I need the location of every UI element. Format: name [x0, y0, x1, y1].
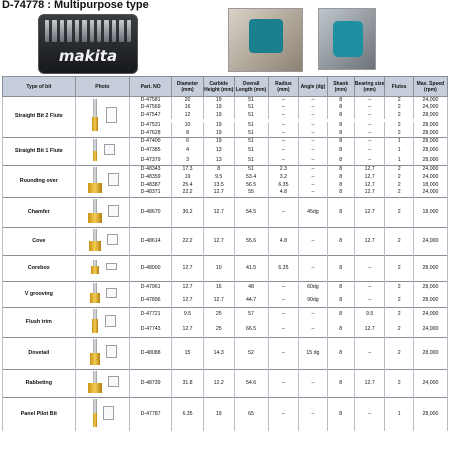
- spec-value: –: [299, 181, 327, 189]
- spec-value: –: [354, 337, 385, 369]
- spec-value: 2: [385, 104, 413, 112]
- spec-value: 31.8: [172, 369, 204, 397]
- spec-value: 12.7: [172, 322, 204, 337]
- table-body: [3, 97, 448, 431]
- spec-value: –: [299, 322, 327, 337]
- spec-value: 13: [203, 146, 234, 155]
- spec-value: 28,000: [413, 397, 447, 431]
- spec-value: 12.7: [172, 281, 204, 294]
- spec-value: –: [299, 156, 327, 165]
- spec-value: 12.7: [203, 197, 234, 227]
- spec-value: 13: [203, 156, 234, 165]
- spec-value: 6.35: [268, 255, 299, 281]
- spec-value: 18,000: [413, 181, 447, 189]
- spec-value: 24,000: [413, 189, 447, 197]
- part-number: D-47531: [130, 122, 172, 130]
- router-bit-image: [88, 139, 116, 161]
- table-row: [3, 307, 448, 322]
- spec-value: 18,000: [413, 197, 447, 227]
- spec-value: 8: [327, 181, 354, 189]
- spec-value: 12.7: [354, 322, 385, 337]
- spec-value: –: [268, 137, 299, 146]
- spec-value: –: [299, 122, 327, 130]
- spec-value: 1: [385, 397, 413, 431]
- spec-value: 54.6: [234, 369, 268, 397]
- spec-value: 2: [385, 294, 413, 307]
- header-max-speed: Max. Speed (rpm): [413, 77, 447, 97]
- table-row: [3, 337, 448, 369]
- header-angle: Angle (dg): [299, 77, 327, 97]
- spec-value: –: [268, 281, 299, 294]
- spec-value: 4: [172, 146, 204, 155]
- spec-value: 24,000: [413, 173, 447, 181]
- spec-value: 25.4: [172, 181, 204, 189]
- spec-value: 8: [203, 165, 234, 173]
- router-bit-image: [86, 283, 118, 303]
- bit-type-label: Corebox: [3, 255, 76, 281]
- spec-value: 2: [385, 122, 413, 130]
- spec-value: 8: [327, 307, 354, 322]
- spec-value: 19: [172, 173, 204, 181]
- spec-value: –: [268, 156, 299, 165]
- spec-value: 44.7: [234, 294, 268, 307]
- spec-value: 8: [327, 227, 354, 255]
- spec-value: 12.7: [203, 294, 234, 307]
- part-number: D-47743: [130, 322, 172, 337]
- spec-value: 19: [203, 130, 234, 138]
- spec-value: –: [354, 156, 385, 165]
- spec-value: 28,000: [413, 130, 447, 138]
- spec-value: 2: [385, 181, 413, 189]
- spec-value: 19: [203, 112, 234, 120]
- router-bit-image: [84, 371, 120, 393]
- spec-value: 19: [203, 122, 234, 130]
- spec-value: –: [299, 137, 327, 146]
- spec-value: 8: [327, 173, 354, 181]
- header-carbide-height: Carbide Height (mm): [203, 77, 234, 97]
- spec-value: 28,000: [413, 294, 447, 307]
- spec-value: 8: [327, 137, 354, 146]
- spec-value: 12.7: [172, 294, 204, 307]
- bit-type-label: Straight Bit 2 Flute: [3, 97, 76, 138]
- bit-profile-drawing: [103, 406, 114, 420]
- part-number: D-47628: [130, 130, 172, 138]
- table-row: [3, 165, 448, 173]
- spec-value: 6.35: [172, 397, 204, 431]
- spec-value: 8: [327, 369, 354, 397]
- spec-value: 60dg: [299, 281, 327, 294]
- bit-profile-drawing: [106, 288, 117, 298]
- part-number: D-47961: [130, 281, 172, 294]
- spec-value: 12.7: [203, 227, 234, 255]
- part-number: D-48359: [130, 173, 172, 181]
- spec-value: 15: [172, 337, 204, 369]
- spec-value: 8: [327, 322, 354, 337]
- spec-value: 48: [234, 281, 268, 294]
- spec-value: 12.2: [203, 369, 234, 397]
- spec-value: 12.7: [354, 369, 385, 397]
- header-flutes: Flutes: [385, 77, 413, 97]
- spec-value: 66.5: [234, 322, 268, 337]
- spec-value: 51: [234, 104, 268, 112]
- header-part-no: Part. NO: [130, 77, 172, 97]
- spec-value: 8: [327, 104, 354, 112]
- spec-value: 6.35: [268, 181, 299, 189]
- spec-value: –: [268, 130, 299, 138]
- router-in-use-photo: [228, 8, 303, 72]
- spec-value: 8: [327, 130, 354, 138]
- spec-value: 8: [327, 337, 354, 369]
- spec-value: 51: [234, 130, 268, 138]
- spec-value: 41.5: [234, 255, 268, 281]
- part-number: D-47569: [130, 104, 172, 112]
- table-row: [3, 97, 448, 105]
- spec-value: 8: [327, 197, 354, 227]
- table-row: [3, 397, 448, 431]
- spec-value: 51: [234, 122, 268, 130]
- bit-type-label: Straight Bit 1 Flute: [3, 137, 76, 165]
- spec-value: 55.6: [234, 227, 268, 255]
- spec-value: 1: [385, 156, 413, 165]
- table-row: [3, 137, 448, 146]
- spec-value: 20: [172, 97, 204, 105]
- bit-photo-cell: [75, 369, 129, 397]
- part-number: D-48371: [130, 189, 172, 197]
- spec-value: 10: [203, 255, 234, 281]
- bit-profile-drawing: [108, 173, 119, 186]
- spec-value: 8: [327, 281, 354, 294]
- spec-value: 12.7: [354, 227, 385, 255]
- bit-photo-cell: [75, 165, 129, 197]
- bit-type-label: Rounding over: [3, 165, 76, 197]
- part-number: D-47400: [130, 137, 172, 146]
- spec-value: 9.5: [172, 307, 204, 322]
- spec-value: 3.2: [268, 173, 299, 181]
- spec-value: 13.5: [203, 181, 234, 189]
- spec-value: 19: [203, 97, 234, 105]
- spec-value: –: [299, 104, 327, 112]
- bit-type-label: Flush trim: [3, 307, 76, 337]
- spec-value: –: [354, 146, 385, 155]
- spec-value: 51: [234, 146, 268, 155]
- spec-value: 12.7: [354, 165, 385, 173]
- spec-value: 57: [234, 307, 268, 322]
- spec-value: 24,000: [413, 104, 447, 112]
- spec-value: –: [354, 281, 385, 294]
- title-bar: [0, 0, 450, 12]
- makita-logo: makita: [58, 47, 118, 65]
- spec-value: 2: [385, 97, 413, 105]
- header-diameter: Diameter (mm): [172, 77, 204, 97]
- router-bit-image: [85, 229, 119, 251]
- spec-value: 2: [385, 369, 413, 397]
- spec-value: –: [268, 307, 299, 322]
- spec-value: 16: [203, 281, 234, 294]
- spec-value: 3: [172, 156, 204, 165]
- spec-value: 12: [172, 112, 204, 120]
- spec-value: 53.4: [234, 173, 268, 181]
- spec-value: 2: [385, 255, 413, 281]
- table-row: [3, 197, 448, 227]
- header-photo: Photo: [75, 77, 129, 97]
- spec-value: 28,000: [413, 146, 447, 155]
- spec-value: 2: [385, 130, 413, 138]
- part-number: D-48343: [130, 165, 172, 173]
- bit-photo-cell: [75, 337, 129, 369]
- part-number: D-47547: [130, 112, 172, 120]
- spec-value: –: [354, 104, 385, 112]
- spec-value: –: [299, 227, 327, 255]
- spec-value: 28,000: [413, 137, 447, 146]
- spec-value: –: [354, 130, 385, 138]
- bit-profile-drawing: [105, 315, 116, 327]
- spec-value: –: [268, 104, 299, 112]
- spec-value: 19: [203, 104, 234, 112]
- router-bit-image: [86, 99, 118, 131]
- spec-value: 28,000: [413, 255, 447, 281]
- bit-profile-drawing: [106, 107, 117, 123]
- spec-value: 8: [327, 146, 354, 155]
- spec-value: 8: [327, 165, 354, 173]
- spec-value: 55: [234, 189, 268, 197]
- spec-value: 28,000: [413, 156, 447, 165]
- part-number: D-48088: [130, 337, 172, 369]
- spec-value: –: [354, 112, 385, 120]
- spec-value: –: [268, 97, 299, 105]
- router-bit-image: [87, 309, 117, 333]
- spec-value: 25: [203, 322, 234, 337]
- bit-photo-cell: [75, 307, 129, 337]
- router-bit-image: [86, 260, 118, 274]
- bit-type-label: Panel Pilot Bit: [3, 397, 76, 431]
- header-bearing-size: Bearing size (mm): [354, 77, 385, 97]
- bit-type-label: Rabbeting: [3, 369, 76, 397]
- spec-value: 45dg: [299, 197, 327, 227]
- part-number: D-47379: [130, 156, 172, 165]
- spec-value: –: [299, 165, 327, 173]
- router-bit-image: [84, 199, 120, 223]
- spec-value: 6: [172, 137, 204, 146]
- spec-value: –: [299, 369, 327, 397]
- spec-value: –: [354, 122, 385, 130]
- spec-value: 24,000: [413, 322, 447, 337]
- spec-value: 19: [203, 397, 234, 431]
- spec-value: 12.7: [354, 189, 385, 197]
- spec-value: 2: [385, 112, 413, 120]
- spec-value: 8: [172, 130, 204, 138]
- spec-value: 16: [172, 104, 204, 112]
- bit-profile-drawing: [108, 376, 119, 387]
- spec-value: –: [299, 307, 327, 322]
- part-number: D-48614: [130, 227, 172, 255]
- spec-value: –: [268, 197, 299, 227]
- spec-value: 2: [385, 307, 413, 322]
- bit-profile-drawing: [108, 205, 119, 217]
- spec-value: –: [354, 255, 385, 281]
- spec-value: –: [299, 173, 327, 181]
- spec-value: –: [354, 97, 385, 105]
- spec-value: 51: [234, 97, 268, 105]
- spec-value: 2: [385, 227, 413, 255]
- header-shank: Shank (mm): [327, 77, 354, 97]
- router-bit-image: [89, 399, 115, 427]
- bit-profile-drawing: [106, 263, 117, 270]
- spec-value: 30.2: [172, 197, 204, 227]
- spec-value: 8: [327, 156, 354, 165]
- spec-value: 90dg: [299, 294, 327, 307]
- spec-value: –: [268, 337, 299, 369]
- spec-value: 28,000: [413, 112, 447, 120]
- spec-value: 9.5: [354, 307, 385, 322]
- spec-value: 17.3: [172, 165, 204, 173]
- spec-value: 12.7: [354, 181, 385, 189]
- table-row: [3, 255, 448, 281]
- table-row: [3, 281, 448, 294]
- bit-type-label: Cove: [3, 227, 76, 255]
- bit-set-case-image: [38, 14, 138, 74]
- spec-value: 15 dg: [299, 337, 327, 369]
- spec-value: 24,000: [413, 227, 447, 255]
- part-number: D-48387: [130, 181, 172, 189]
- bit-photo-cell: [75, 137, 129, 165]
- router-bit-image: [84, 167, 120, 193]
- spec-value: –: [299, 255, 327, 281]
- spec-value: 28,000: [413, 337, 447, 369]
- spec-value: –: [354, 397, 385, 431]
- spec-value: 9.5: [203, 173, 234, 181]
- part-number: D-48739: [130, 369, 172, 397]
- spec-value: 54.5: [234, 197, 268, 227]
- spec-value: 25: [203, 307, 234, 322]
- spec-value: 22.2: [172, 189, 204, 197]
- spec-value: –: [268, 322, 299, 337]
- bit-photo-cell: [75, 397, 129, 431]
- bit-photo-cell: [75, 227, 129, 255]
- spec-value: –: [268, 397, 299, 431]
- spec-value: 2: [385, 165, 413, 173]
- spec-value: 8: [327, 397, 354, 431]
- spec-value: 24,000: [413, 369, 447, 397]
- spec-value: 1: [385, 146, 413, 155]
- table-header-row: [3, 77, 448, 97]
- part-number: D-47787: [130, 397, 172, 431]
- bit-photo-cell: [75, 97, 129, 138]
- spec-value: 2.3: [268, 165, 299, 173]
- spec-value: 24,000: [413, 97, 447, 105]
- table-row: [3, 369, 448, 397]
- spec-value: –: [268, 112, 299, 120]
- spec-value: 2: [385, 322, 413, 337]
- spec-value: 28,000: [413, 281, 447, 294]
- spec-value: –: [268, 122, 299, 130]
- header-radius: Radius (mm): [268, 77, 299, 97]
- case-bits: [45, 20, 131, 42]
- spec-value: 51: [234, 112, 268, 120]
- part-number: D-48670: [130, 197, 172, 227]
- bit-photo-cell: [75, 281, 129, 307]
- spec-value: –: [299, 397, 327, 431]
- spec-value: 56.5: [234, 181, 268, 189]
- spec-value: 51: [234, 165, 268, 173]
- bit-type-label: Dovetail: [3, 337, 76, 369]
- trimmer-photo: [318, 8, 376, 70]
- spec-value: 2: [385, 189, 413, 197]
- spec-value: 14.3: [203, 337, 234, 369]
- part-number: D-47385: [130, 146, 172, 155]
- spec-value: 19: [203, 137, 234, 146]
- spec-value: 52: [234, 337, 268, 369]
- spec-value: –: [299, 146, 327, 155]
- page-title: D-74778 : Multipurpose type: [2, 0, 149, 11]
- spec-value: –: [299, 189, 327, 197]
- spec-value: 8: [327, 189, 354, 197]
- part-number: D-47896: [130, 294, 172, 307]
- spec-value: 24,000: [413, 165, 447, 173]
- spec-value: –: [299, 97, 327, 105]
- spec-value: 51: [234, 156, 268, 165]
- bit-type-label: Chamfer: [3, 197, 76, 227]
- part-number: D-47581: [130, 97, 172, 105]
- spec-value: 12.7: [354, 173, 385, 181]
- spec-value: 2: [385, 337, 413, 369]
- spec-value: 12.7: [354, 197, 385, 227]
- spec-value: 2: [385, 197, 413, 227]
- spec-value: 12.7: [172, 255, 204, 281]
- spec-value: –: [268, 369, 299, 397]
- part-number: D-48000: [130, 255, 172, 281]
- spec-value: 4.8: [268, 227, 299, 255]
- spec-value: 2: [385, 281, 413, 294]
- bit-profile-drawing: [106, 345, 117, 358]
- bit-spec-table: [2, 76, 448, 431]
- table-row: [3, 227, 448, 255]
- spec-value: 1: [385, 137, 413, 146]
- header-type: Type of bit: [3, 77, 76, 97]
- spec-value: –: [268, 146, 299, 155]
- spec-value: 28,000: [413, 122, 447, 130]
- spec-value: 4.8: [268, 189, 299, 197]
- spec-value: –: [299, 112, 327, 120]
- spec-value: –: [354, 137, 385, 146]
- spec-value: 24,000: [413, 307, 447, 322]
- spec-value: 10: [172, 122, 204, 130]
- header-overall-length: Overall Length (mm): [234, 77, 268, 97]
- spec-value: 2: [385, 173, 413, 181]
- bit-photo-cell: [75, 255, 129, 281]
- spec-value: 8: [327, 122, 354, 130]
- part-number: D-47721: [130, 307, 172, 322]
- router-bit-image: [86, 339, 118, 365]
- spec-value: 8: [327, 112, 354, 120]
- bit-profile-drawing: [107, 234, 118, 245]
- bit-type-label: V grooving: [3, 281, 76, 307]
- spec-value: 8: [327, 294, 354, 307]
- spec-value: –: [299, 130, 327, 138]
- spec-value: 8: [327, 97, 354, 105]
- spec-value: 51: [234, 137, 268, 146]
- spec-value: –: [268, 294, 299, 307]
- bit-profile-drawing: [104, 144, 115, 155]
- spec-value: 22.2: [172, 227, 204, 255]
- spec-value: 12.7: [203, 189, 234, 197]
- spec-value: –: [354, 294, 385, 307]
- bit-photo-cell: [75, 197, 129, 227]
- spec-value: 65: [234, 397, 268, 431]
- spec-value: 8: [327, 255, 354, 281]
